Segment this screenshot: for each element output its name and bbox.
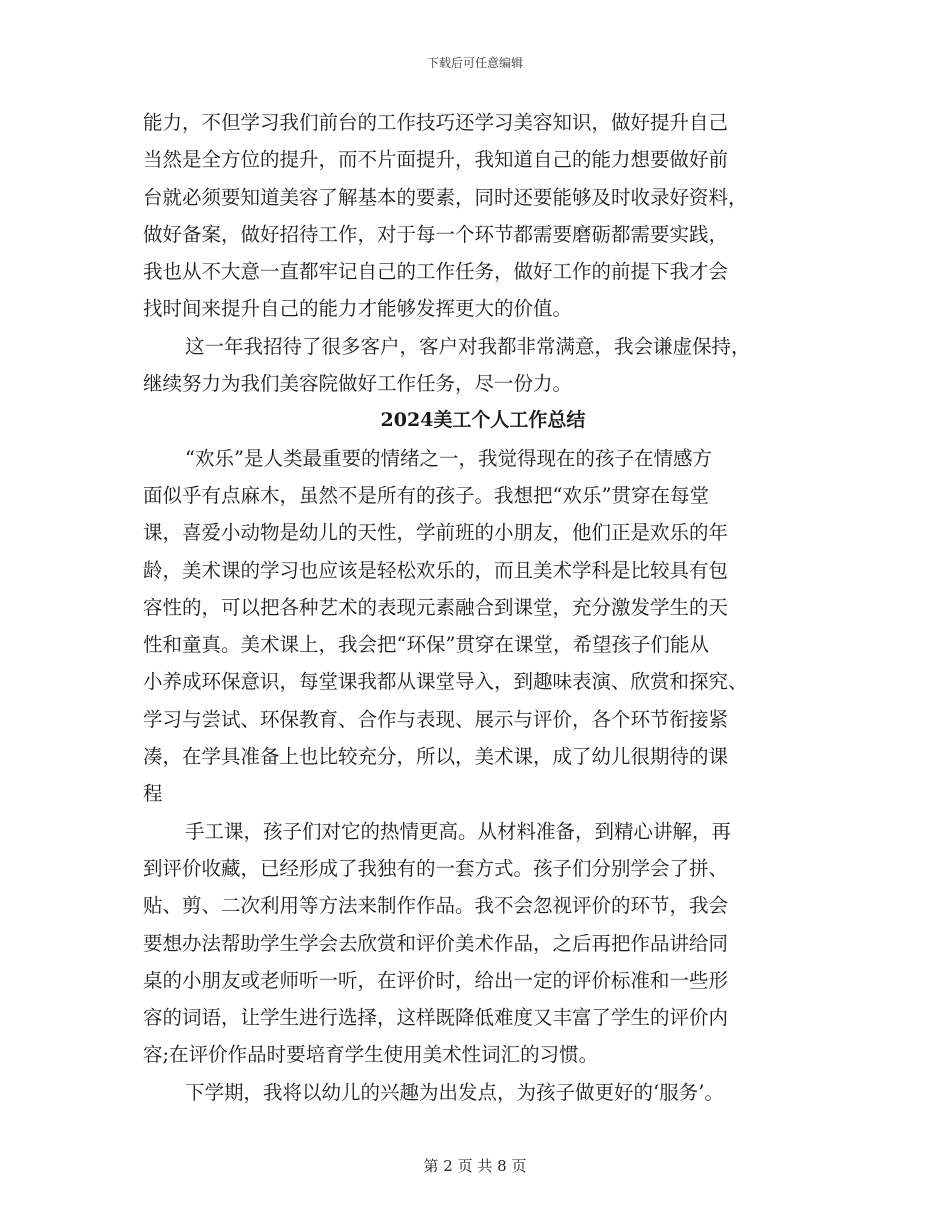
paragraph-line: 贴、剪、二次利用等方法来制作作品。我不会忽视评价的环节，我会 (143, 894, 729, 918)
paragraph-line: 龄，美术课的学习也应该是轻松欢乐的，而且美术学科是比较具有包 (143, 558, 729, 582)
page-header-note: 下载后可任意编辑 (426, 56, 523, 70)
paragraph-line: 要想办法帮助学生学会去欣赏和评价美术作品，之后再把作品讲给同 (143, 931, 729, 955)
paragraph-line: 容;在评价作品时要培育学生使用美术性词汇的习惯。 (143, 1043, 599, 1067)
paragraph-line: 当然是全方位的提升，而不片面提升，我知道自己的能力想要做好前 (143, 148, 729, 172)
paragraph-line: 继续努力为我们美容院做好工作任务，尽一份力。 (143, 372, 573, 396)
paragraph-line: 小养成环保意识，每堂课我都从课堂导入，到趣味表演、欣赏和探究、 (143, 670, 748, 694)
paragraph-line: 我也从不大意一直都牢记自己的工作任务，做好工作的前提下我才会 (143, 260, 729, 284)
document-body (143, 104, 823, 1111)
paragraph-line: 性和童真。美术课上，我会把“环保”贯穿在课堂，希望孩子们能从 (143, 633, 709, 657)
paragraph-line: 容的词语，让学生进行选择，这样既降低难度又丰富了学生的评价内 (143, 1006, 729, 1030)
paragraph-line: 凑，在学具准备上也比较充分，所以，美术课，成了幼儿很期待的课 (143, 745, 729, 769)
paragraph-line: 下学期，我将以幼儿的兴趣为出发点，为孩子做更好的‘服务’。 (185, 1080, 724, 1104)
paragraph-line: 能力，不但学习我们前台的工作技巧还学习美容知识，做好提升自己 (143, 111, 729, 134)
paragraph-line: 找时间来提升自己的能力才能够发挥更大的价值。 (143, 297, 573, 321)
paragraph-line: 桌的小朋友或老师听一听，在评价时，给出一定的评价标准和一些形 (143, 968, 729, 992)
paragraph-line: 课，喜爱小动物是幼儿的天性，学前班的小朋友，他们正是欢乐的年 (143, 521, 729, 545)
paragraph-line: “欢乐”是人类最重要的情绪之一，我觉得现在的孩子在情感方 (185, 446, 712, 470)
paragraph-line: 做好备案，做好招待工作，对于每一个环节都需要磨砺都需要实践， (143, 222, 729, 246)
page-number: 第 2 页 共 8 页 (423, 1157, 527, 1175)
paragraph-line: 程 (143, 782, 163, 806)
paragraph-line: 台就必须要知道美容了解基本的要素，同时还要能够及时收录好资料， (143, 185, 748, 209)
paragraph-line: 手工课，孩子们对它的热情更高。从材料准备，到精心讲解，再 (185, 819, 732, 843)
paragraph-line: 到评价收藏，已经形成了我独有的一套方式。孩子们分别学会了拼、 (143, 856, 729, 880)
paragraph-line: 面似乎有点麻木，虽然不是所有的孩子。我想把“欢乐”贯穿在每堂 (143, 483, 709, 507)
paragraph-line: 容性的，可以把各种艺术的表现元素融合到课堂，充分激发学生的天 (143, 595, 729, 619)
paragraph-line: 这一年我招待了很多客户，客户对我都非常满意，我会谦虚保持， (185, 334, 751, 358)
section-title: 2024美工个人工作总结 (380, 409, 586, 432)
paragraph-line: 学习与尝试、环保教育、合作与表现、展示与评价，各个环节衔接紧 (143, 707, 729, 731)
